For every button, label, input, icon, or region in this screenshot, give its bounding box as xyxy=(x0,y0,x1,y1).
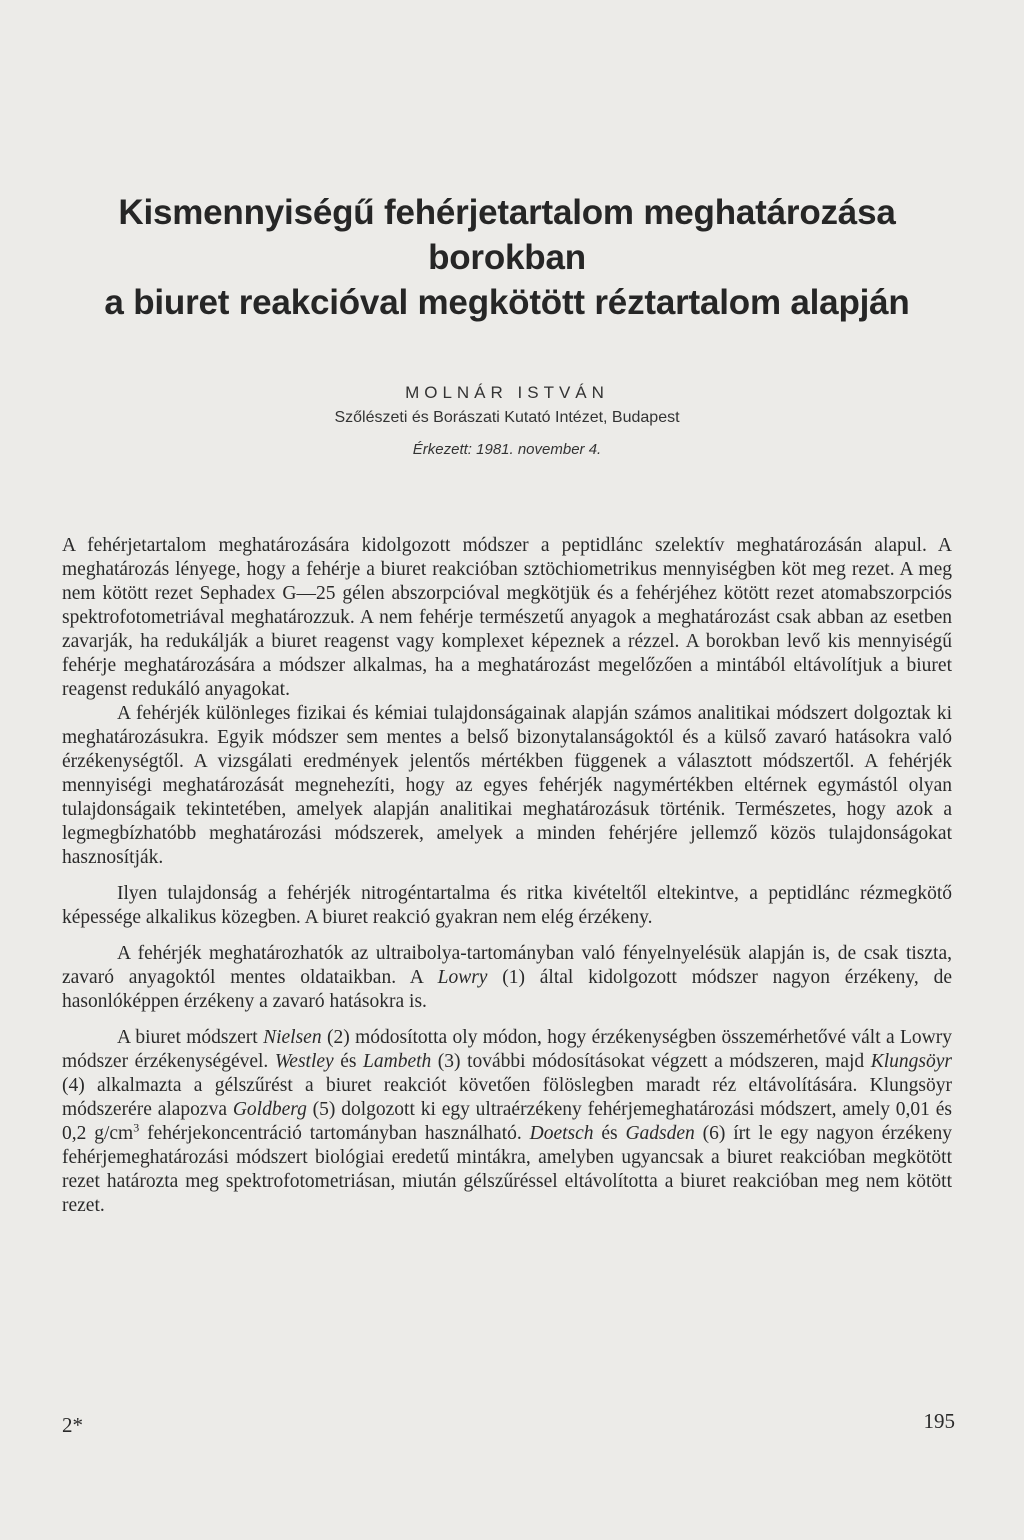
author-ref-gadsden: Gadsden xyxy=(625,1123,695,1144)
paragraph-4-text-d: (3) további módosításokat végzett a módszeren, majd xyxy=(431,1051,871,1072)
unit-superscript: 3 xyxy=(133,1120,140,1135)
page-number: 195 xyxy=(923,1409,955,1433)
title-line-2: a biuret reakcióval megkötött réztartalom alapján xyxy=(104,283,910,322)
signature-mark: 2* xyxy=(62,1413,83,1437)
author-ref-nielsen: Nielsen xyxy=(263,1027,322,1048)
paragraph-4-text-e: (4) alkalmazta a gélszűrést a biuret reakciót követően fölöslegben maradt réz eltávolítására. Klungsöyr módszerére alapozva xyxy=(62,1075,952,1120)
title-line-1: Kismennyiségű fehérjetartalom meghatározása borokban xyxy=(118,193,896,277)
paragraph-3-text-a: A fehérjék meghatározhatók az ultraibolya-tartományban való fényelnyelésük alapján is, de csak tiszta, zavaró anyagoktól mentes oldataikban. A xyxy=(62,943,952,988)
author-ref-goldberg: Goldberg xyxy=(232,1099,307,1120)
author-ref-westley: Westley xyxy=(274,1051,334,1072)
paragraph-4-text-f: (5) dolgozott ki egy ultraérzékeny fehérjemeghatározási módszert, amely 0,01 és 0,2 g/cm xyxy=(62,1099,952,1144)
abstract xyxy=(62,534,952,702)
received-date: Érkezett: 1981. november 4. xyxy=(412,441,602,458)
author-ref-klungsoyr: Klungsöyr xyxy=(870,1051,952,1072)
author-name: MOLNÁR ISTVÁN xyxy=(405,383,609,402)
paragraph-4-text-h: és xyxy=(593,1123,626,1144)
paragraph-2: Ilyen tulajdonság a fehérjék nitrogéntartalma és ritka kivételtől eltekintve, a peptidlánc rézmegkötő képessége alkalikus közegben. A biuret reakció gyakran nem elég érzékeny. xyxy=(62,883,952,928)
paragraph-1: A fehérjék különleges fizikai és kémiai tulajdonságainak alapján számos analitikai módszert dolgoztak ki meghatározásukra. Egyik módszer sem mentes a belső bizonytalanságoktól és a külső zavaró hatásokra való érzékenységtől. A vizsgálati eredmények jelentős mértékben függenek a választott módszertől. A fehérjék mennyiségi meghatározását megnehezíti, hogy az egyes fehérjék nagymértékben eltérnek egymástól olyan tulajdonságaik tekintetében, amelyek alapján analitikai meghatározásuk történik. Természetes, hogy azok a legmegbízhatóbb meghatározási módszerek, amelyek a minden fehérjére jellemző közös tulajdonságokat hasznosítják. xyxy=(62,703,952,868)
paragraph-4-text-a: A biuret módszert xyxy=(117,1027,264,1048)
body-text xyxy=(62,702,952,1218)
paragraph-4-text-i: (6) írt le egy nagyon érzékeny fehérjemeghatározási módszert biológiai eredetű mintákra, amelyben ugyancsak a biuret reakcióban megkötött rezet határozta meg spektrofotometriásan, miután gélszűréssel eltávolította a biuret reakcióban meg nem kötött rezet. xyxy=(62,1123,952,1216)
author-ref-doetsch: Doetsch xyxy=(529,1123,594,1144)
paragraph-3-text-b: (1) által kidolgozott módszer nagyon érzékeny, de hasonlóképpen érzékeny a zavaró hatásokra is. xyxy=(62,967,952,1012)
author-ref-lambeth: Lambeth xyxy=(363,1051,432,1072)
article-title xyxy=(62,190,952,325)
paragraph-4-text-c: és xyxy=(333,1051,364,1072)
author-affiliation: Szőlészeti és Borászati Kutató Intézet, Budapest xyxy=(334,409,680,426)
paragraph-4-text-b: (2) módosította oly módon, hogy érzékenységben összemérhetővé vált a Lowry módszer érzékenységével. xyxy=(62,1027,953,1072)
paragraph-4-text-g: fehérjekoncentráció tartományban használható. xyxy=(139,1123,530,1144)
paragraph-4 xyxy=(62,1026,952,1218)
paragraph-3 xyxy=(62,942,952,1014)
abstract-text: A fehérjetartalom meghatározására kidolgozott módszer a peptidlánc szelektív meghatározásán alapul. A meghatározás lényege, hogy a fehérje a biuret reakcióban sztöchiometrikus mennyiségben köt meg rezet. A meg nem kötött rezet Sephadex G—25 gélen abszorpcióval megkötjük és a fehérjéhez kötött rezet atomabszorpciós spektrofotometriával meghatározzuk. A nem fehérje természetű anyagok a meghatározást csak abban az esetben zavarják, ha redukálják a biuret reagenst vagy komplexet képeznek a rézzel. A borokban levő kis mennyiségű fehérje meghatározására a módszer alkalmas, ha a meghatározást megelőzően a mintából eltávolítjuk a biuret reagenst redukáló anyagokat. xyxy=(62,535,952,700)
author-ref-lowry: Lowry xyxy=(437,967,488,988)
article xyxy=(62,190,952,1218)
